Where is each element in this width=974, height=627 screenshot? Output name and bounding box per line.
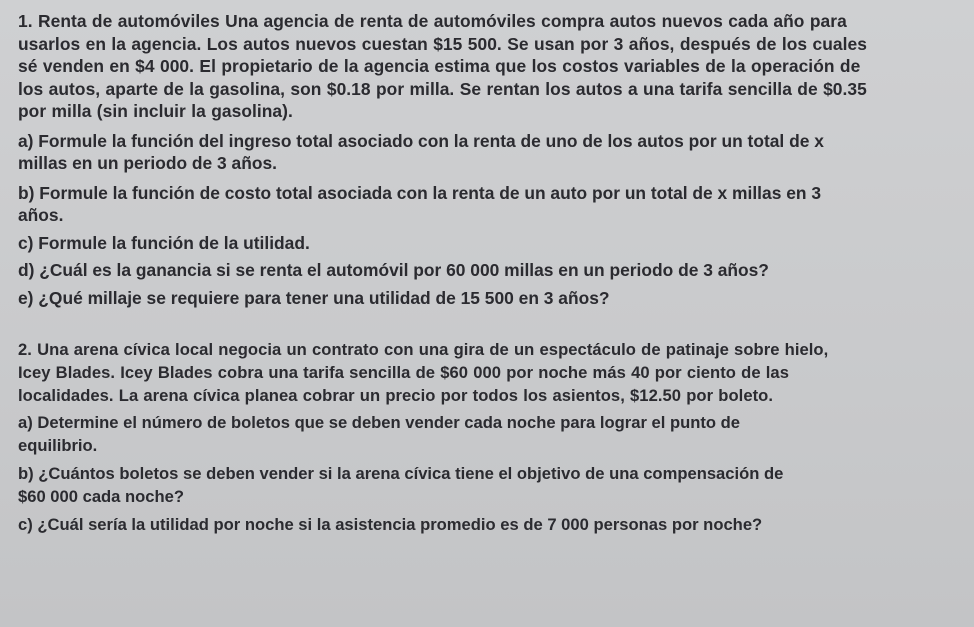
- problem-2-line: 2. Una arena cívica local negocia un contrato con una gira de un espectáculo de patinaje sobre hielo,: [18, 340, 829, 359]
- problem-1-statement: [18, 10, 960, 123]
- question-line: a) Determine el número de boletos que se deben vender cada noche para lograr el punto de: [18, 413, 741, 433]
- question-line: a) Formule la función del ingreso total asociado con la renta de uno de los autos por un total de x: [18, 130, 824, 151]
- problem-2-question-b: [18, 463, 960, 509]
- problem-2-line: localidades. La arena cívica planea cobrar un precio por todos los asientos, $12.50 por boleto.: [18, 385, 774, 405]
- problem-2-statement: [18, 339, 960, 407]
- problem-1-line: por milla (sin incluir la gasolina).: [18, 101, 293, 121]
- problem-1-question-c: [18, 232, 960, 255]
- problem-2: [18, 339, 960, 536]
- question-line: b) ¿Cuántos boletos se deben vender si la arena cívica tiene el objetivo de una compensación de: [18, 463, 784, 483]
- question-line: $60 000 cada noche?: [18, 486, 185, 506]
- question-line: años.: [18, 205, 64, 225]
- problem-1-line: 1. Renta de automóviles Una agencia de renta de automóviles compra autos nuevos cada año para: [18, 11, 847, 31]
- problem-1-line: sé venden en $4 000. El propietario de la agencia estima que los costos variables de la operación de: [18, 56, 861, 76]
- question-line: b) Formule la función de costo total asociada con la renta de un auto por un total de x millas en 3: [18, 182, 821, 203]
- problem-1-line: usarlos en la agencia. Los autos nuevos cuestan $15 500. Se usan por 3 años, después de los cuales: [18, 33, 867, 54]
- question-line: e) ¿Qué millaje se requiere para tener una utilidad de 15 500 en 3 años?: [18, 287, 610, 308]
- question-line: equilibrio.: [18, 436, 98, 456]
- question-line: c) ¿Cuál sería la utilidad por noche si la asistencia promedio es de 7 000 personas por noche?: [18, 514, 763, 534]
- problem-1: [18, 10, 960, 309]
- problem-1-question-e: [18, 287, 960, 310]
- problem-2-question-a: [18, 412, 960, 458]
- problem-2-line: Icey Blades. Icey Blades cobra una tarifa sencilla de $60 000 por noche más 40 por ciento de las: [18, 362, 789, 382]
- question-line: millas en un periodo de 3 años.: [18, 153, 277, 173]
- problem-1-question-b: [18, 182, 960, 227]
- question-line: c) Formule la función de la utilidad.: [18, 232, 310, 253]
- problem-1-question-a: [18, 130, 960, 175]
- problem-1-line: los autos, aparte de la gasolina, son $0.18 por milla. Se rentan los autos a una tarifa sencilla de $0.35: [18, 78, 867, 99]
- problem-1-question-d: [18, 259, 960, 282]
- question-line: d) ¿Cuál es la ganancia si se renta el automóvil por 60 000 millas en un periodo de 3 años?: [18, 260, 769, 280]
- problem-2-question-c: [18, 514, 960, 537]
